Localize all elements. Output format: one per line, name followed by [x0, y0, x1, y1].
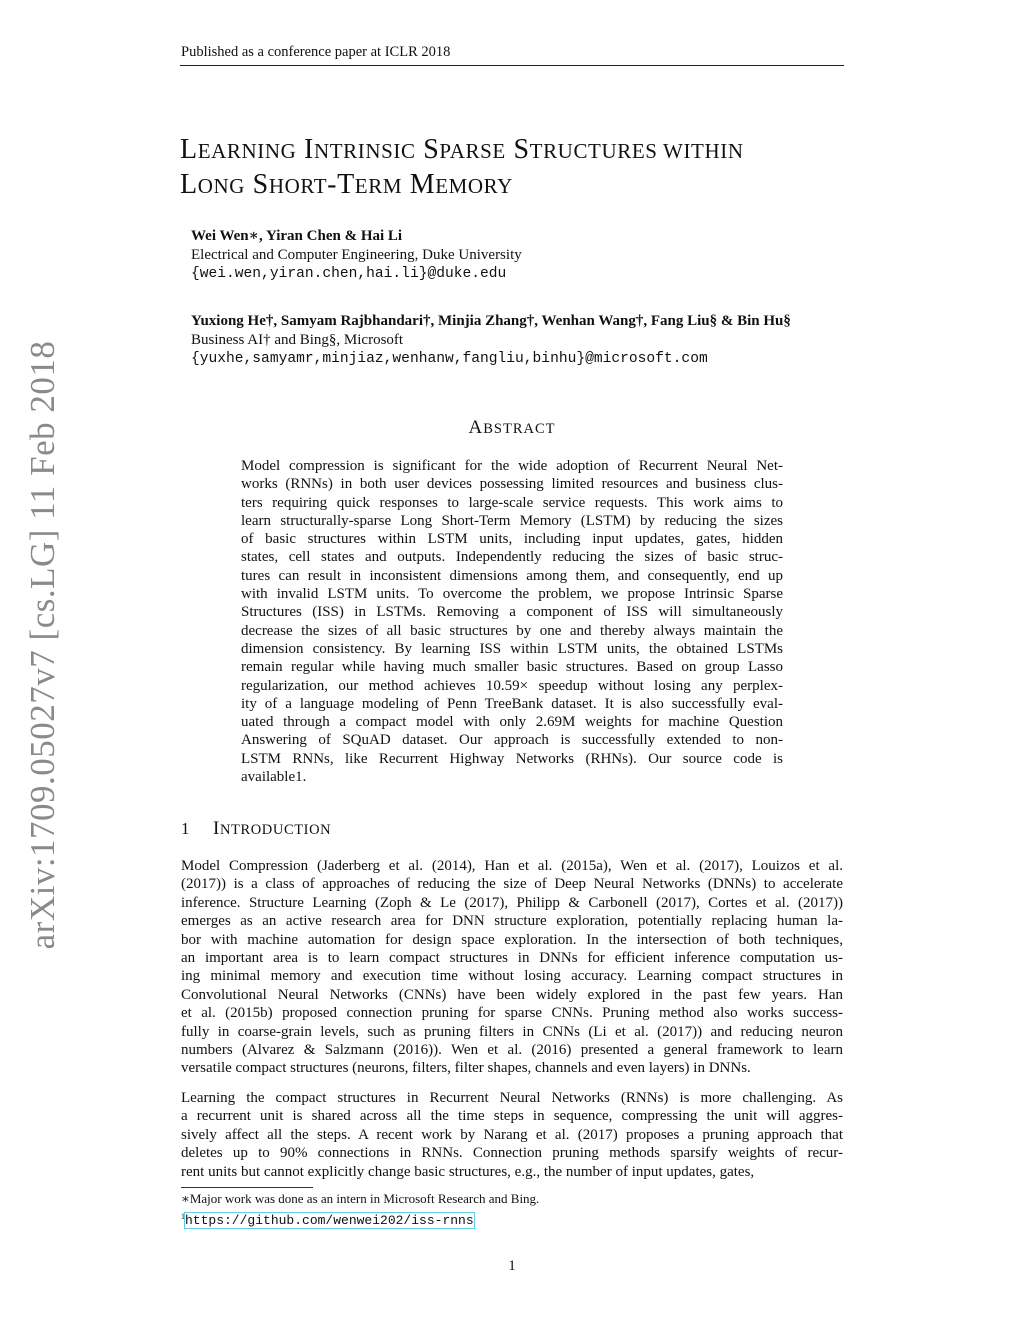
abstract-line: tures can result in inconsistent dimensions among them, and consequently, end up: [241, 567, 783, 584]
affiliation-2: Business AI† and Bing§, Microsoft: [191, 332, 404, 348]
intro-paragraph-2-line: a recurrent unit is shared across all the time steps in sequence, compressing the unit will aggres-: [181, 1108, 843, 1125]
affiliation-1: Electrical and Computer Engineering, Duke University: [191, 247, 522, 263]
section-heading-introduction: 1 INTRODUCTION: [181, 818, 332, 839]
footnote-source-code: [181, 1208, 539, 1230]
intro-paragraph-2-line: Learning the compact structures in Recurrent Neural Networks (RNNs) is more challenging. As: [181, 1090, 843, 1106]
author-names-1: Wei Wen∗, Yiran Chen & Hai Li: [191, 228, 403, 244]
abstract-line: Model compression is significant for the wide adoption of Recurrent Neural Net-: [241, 458, 783, 474]
section-number: 1: [181, 819, 191, 838]
abstract-line: states, cell states and outputs. Independently reducing the sizes of basic struc-: [241, 549, 783, 566]
abstract-line: decrease the sizes of all basic structures by one and thereby always maintain the: [241, 622, 783, 639]
page-number: 1: [508, 1258, 516, 1274]
abstract-line: of basic structures within LSTM units, including input updates, gates, hidden: [241, 531, 783, 548]
intro-paragraph-1: [181, 857, 843, 1078]
abstract-heading: ABSTRACT: [468, 417, 556, 438]
abstract-line: works (RNNs) in both user devices possessing limited resources and business clus-: [241, 476, 783, 493]
intro-paragraph-1-line: bor with machine automation for design space exploration. In the intersection of both techniques,: [181, 931, 843, 948]
intro-paragraph-1-line: Convolutional Neural Networks (CNNs) have been widely explored in the past few years. Han: [181, 986, 843, 1003]
email-1: {wei.wen,yiran.chen,hai.li}@duke.edu: [191, 266, 507, 282]
author-block-microsoft: [191, 312, 791, 369]
intro-paragraph-1-line: an important area is to learn compact structures in DNNs for efficient inference computation us-: [181, 950, 843, 967]
abstract-line: Structures (ISS) in LSTMs. Removing a component of ISS will simultaneously: [241, 604, 783, 621]
intro-paragraph-2: [181, 1089, 843, 1181]
intro-paragraph-2-line: deletes up to 90% connections in RNNs. Connection pruning methods sparsify weights of recur-: [181, 1145, 843, 1162]
intro-paragraph-1-line: versatile compact structures (neurons, filters, filter shapes, channels and even layers) in DNNs.: [181, 1060, 751, 1077]
paper-title: [180, 133, 744, 203]
abstract-line: regularization, our method achieves 10.59× speedup without losing any perplex-: [241, 677, 783, 694]
github-link[interactable]: https://github.com/wenwei202/iss-rnns: [185, 1213, 474, 1229]
title-line-2: LONG SHORT-TERM MEMORY: [180, 169, 513, 200]
intro-paragraph-1-line: inference. Structure Learning (Zoph & Le (2017), Philipp & Carbonell (2017), Cortes et al. (2017)): [181, 894, 843, 911]
intro-paragraph-2-line: sively affect all the steps. A recent work by Narang et al. (2017) proposes a pruning approach that: [181, 1126, 843, 1143]
email-2: {yuxhe,samyamr,minjiaz,wenhanw,fangliu,binhu}@microsoft.com: [191, 351, 708, 367]
abstract-line: dimension consistency. By learning ISS within LSTM units, the obtained LSTMs: [241, 640, 783, 657]
intro-paragraph-1-line: emerges as an active research area for DNN structure exploration, potentially replacing human la-: [181, 913, 843, 930]
footnote-intern: ∗Major work was done as an intern in Microsoft Research and Bing.: [181, 1191, 540, 1206]
running-header: Published as a conference paper at ICLR 2018: [181, 44, 451, 60]
abstract-line: learn structurally-sparse Long Short-Term Memory (LSTM) by reducing the sizes: [241, 512, 783, 529]
abstract-line: ters requiring quick responses to large-scale service requests. This work aims to: [241, 494, 783, 511]
intro-paragraph-1-line: (2017)) is a class of approaches of reducing the size of Deep Neural Networks (DNNs) to accelerate: [181, 876, 843, 893]
title-line-1: LEARNING INTRINSIC SPARSE STRUCTURES WITHIN: [180, 134, 744, 165]
intro-paragraph-1-line: fully in coarse-grain levels, such as pruning filters in CNNs (Li et al. (2017)) and reducing neuron: [181, 1023, 843, 1040]
footnote-mark: 1: [181, 1212, 185, 1221]
intro-paragraph-1-line: ing minimal memory and execution time without losing accuracy. Learning compact structures in: [181, 968, 843, 985]
abstract-line: LSTM RNNs, like Recurrent Highway Networks (RHNs). Our source code is: [241, 750, 783, 767]
author-names-2: Yuxiong He†, Samyam Rajbhandari†, Minjia Zhang†, Wenhan Wang†, Fang Liu§ & Bin Hu§: [191, 313, 791, 329]
footnotes: [181, 1190, 539, 1230]
abstract-line: available1.: [241, 769, 307, 786]
abstract-line: Answering of SQuAD dataset. Our approach is successfully extended to non-: [241, 732, 783, 749]
footnote-rule: [181, 1187, 313, 1188]
abstract-body: [241, 457, 783, 786]
author-block-duke: [191, 227, 522, 284]
intro-paragraph-1-line: et al. (2015b) proposed connection pruning for sparse CNNs. Pruning method also works success-: [181, 1005, 843, 1022]
intro-paragraph-2-line: rent units but cannot explicitly change basic structures, e.g., the number of input updates, gates,: [181, 1163, 755, 1180]
header-rule: [180, 65, 844, 66]
arxiv-stamp-text: arXiv:1709.05027v7 [cs.LG] 11 Feb 2018: [23, 340, 62, 950]
abstract-line: uated through a compact model with only 2.69M weights for machine Question: [241, 714, 783, 731]
abstract-line: ity of a language modeling of Penn TreeBank dataset. It is also successfully eval-: [241, 695, 783, 712]
intro-paragraph-1-line: Model Compression (Jaderberg et al. (2014), Han et al. (2015a), Wen et al. (2017), Louizos et al.: [181, 858, 843, 874]
abstract-line: with invalid LSTM units. To overcome the problem, we propose Intrinsic Sparse: [241, 586, 783, 603]
abstract-line: remain regular while having much smaller basic structures. Based on group Lasso: [241, 659, 783, 676]
intro-paragraph-1-line: numbers (Alvarez & Salzmann (2016)). Wen et al. (2016) presented a general framework to learn: [181, 1042, 843, 1059]
